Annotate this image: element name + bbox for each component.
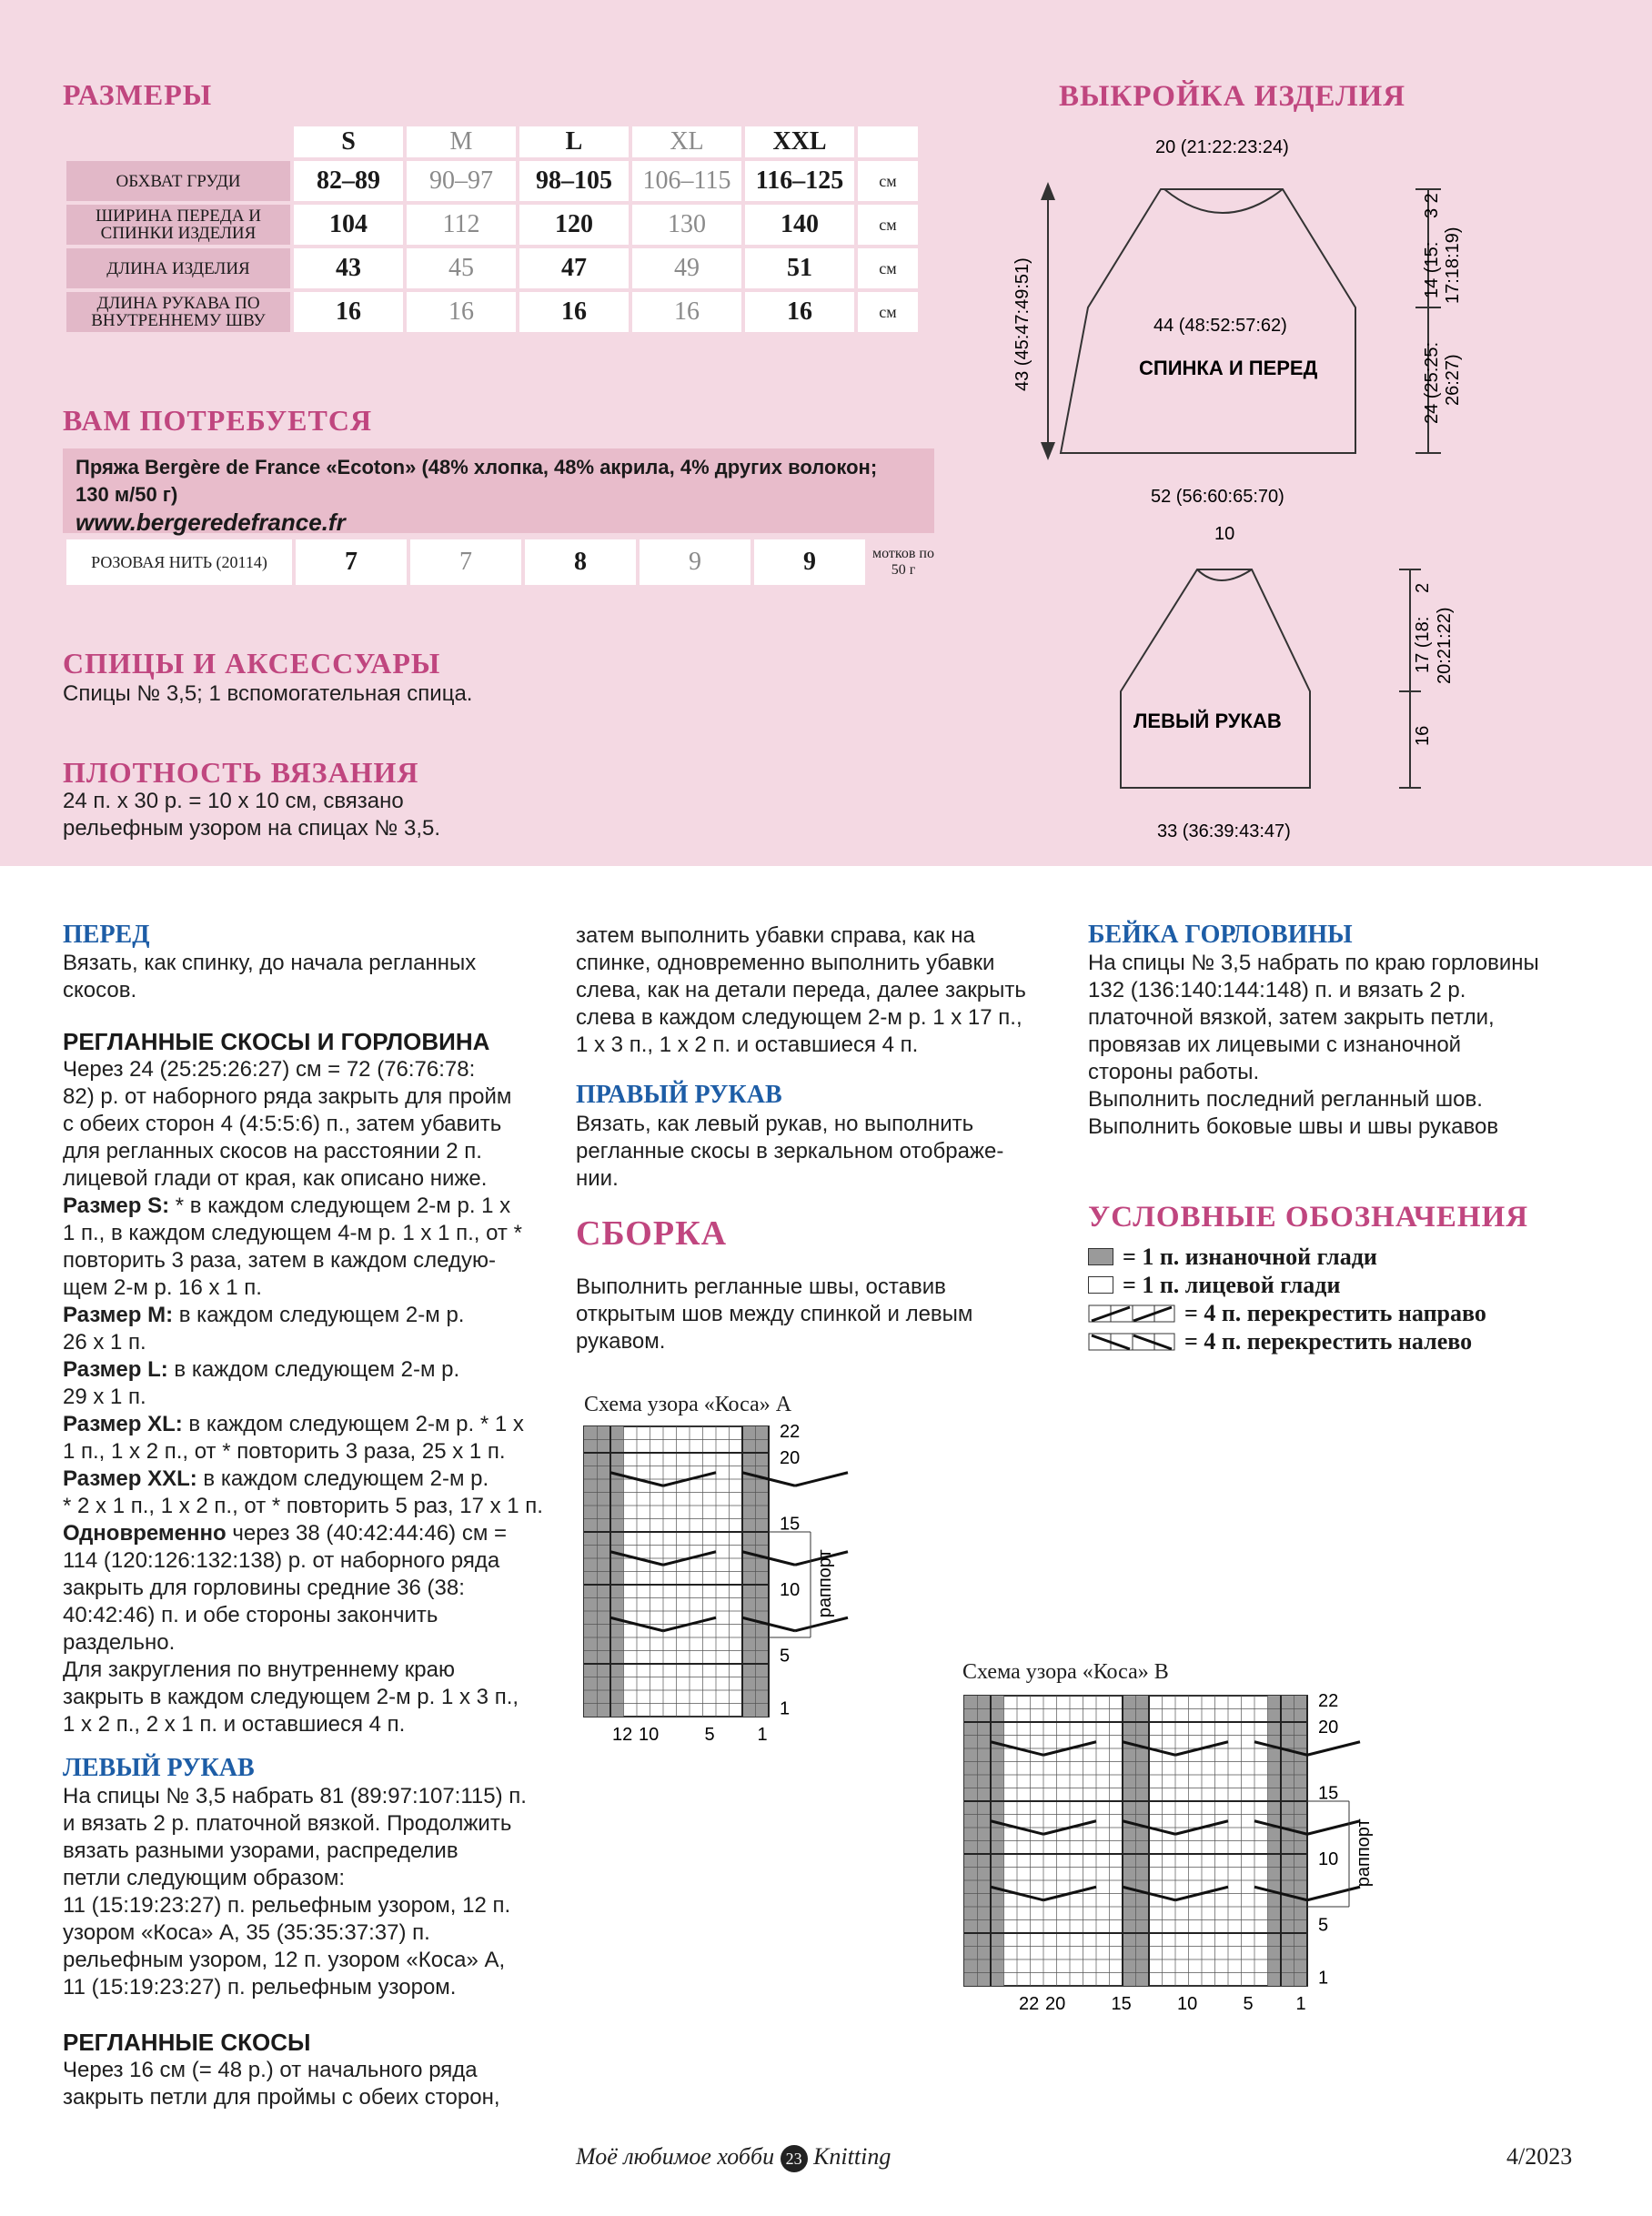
row-label: 20 (780, 1448, 801, 1468)
chart-b-title: Схема узора «Коса» В (962, 1660, 1169, 1684)
assembly-title: СБОРКА (576, 1214, 728, 1253)
cable-cross-mark (1307, 1887, 1360, 1900)
size-l: L (519, 126, 629, 157)
sleeve-lower-label: 16 (1413, 725, 1433, 746)
text-line: провязав их лицевыми с изнаночной (1088, 1032, 1462, 1057)
size-xxl: XXL (745, 126, 854, 157)
text-line: Выполнить регланные швы, оставив (576, 1274, 946, 1299)
sleeve-neckline (1197, 569, 1252, 580)
text-line: спинке, одновременно выполнить убавки (576, 951, 995, 975)
text-line: платочной вязкой, затем закрыть петли, (1088, 1005, 1495, 1030)
table-cell: 43 (294, 248, 403, 288)
continuation-text (576, 922, 1026, 1059)
neckband-title: БЕЙКА ГОРЛОВИНЫ (1088, 921, 1353, 949)
column-label: 1 (1295, 1994, 1306, 2014)
legend-text: = 4 п. перекрестить налево (1184, 1328, 1473, 1355)
right-sleeve-title: ПРАВЫЙ РУКАВ (576, 1081, 782, 1109)
row-label: 10 (780, 1580, 801, 1600)
raglan-neck-title: РЕГЛАННЫЕ СКОСЫ И ГОРЛОВИНА (63, 1028, 490, 1055)
repeat-label: раппорт (815, 1549, 835, 1618)
column-label: 22 (1019, 1994, 1040, 2014)
table-cell: 7 (410, 539, 521, 585)
text-line: раздельно. (63, 1630, 176, 1655)
sizes-title: РАЗМЕРЫ (63, 78, 213, 111)
text-line: 1 х 3 п., 1 х 2 п. и оставшиеся 4 п. (576, 1032, 919, 1057)
cable-cross-mark (795, 1617, 848, 1631)
text-line: 40:42:46) п. и обе стороны закончить (63, 1603, 438, 1627)
text-line: 82) р. от наборного ряда закрыть для пройм (63, 1084, 512, 1109)
legend (1088, 1243, 1486, 1355)
front-text (63, 950, 476, 1004)
table-cell: 47 (519, 248, 629, 288)
table-cell: 7 (296, 539, 407, 585)
text-line: и вязать 2 р. платочной вязкой. Продолжить (63, 1811, 512, 1836)
table-cell: 9 (754, 539, 865, 585)
yarn-line-1: Пряжа Bergère de France «Ecoton» (48% хлопка, 48% акрила, 4% других волокон; (76, 456, 878, 478)
lower-height-label-b: 26:27) (1443, 354, 1463, 406)
row-label: ШИРИНА ПЕРЕДА И СПИНКИ ИЗДЕЛИЯ (66, 205, 290, 245)
text-line: 1 п., в каждом следующем 4-м р. 1 х 1 п., от * (63, 1221, 522, 1245)
legend-item (1088, 1271, 1486, 1299)
magazine-name: Моё любимое хобби (576, 2143, 775, 2170)
table-cell: 140 (745, 205, 854, 245)
column-label: 5 (704, 1725, 715, 1745)
purl-swatch-icon (1088, 1248, 1113, 1265)
column-label: 20 (1045, 1994, 1066, 2014)
text-line: открытым шов между спинкой и левым (576, 1302, 973, 1326)
text-line: Размер XXL: в каждом следующем 2-м р. (63, 1466, 489, 1491)
row-label: 1 (1318, 1968, 1329, 1989)
table-cell: 16 (519, 292, 629, 332)
table-cell: 9 (640, 539, 750, 585)
legend-title: УСЛОВНЫЕ ОБОЗНАЧЕНИЯ (1088, 1201, 1529, 1234)
row-label: 1 (780, 1698, 791, 1719)
text-line: Размер XL: в каждом следующем 2-м р. * 1 х (63, 1412, 524, 1436)
text-line: с обеих сторон 4 (4:5:5:6) п., затем убавить (63, 1112, 502, 1136)
text-line: вязать разными узорами, распределив (63, 1838, 458, 1863)
column-label: 5 (1243, 1994, 1254, 2014)
raglan-title: РЕГЛАННЫЕ СКОСЫ (63, 2029, 311, 2056)
text-line: 11 (15:19:23:27) п. рельефным узором. (63, 1975, 457, 1999)
legend-item (1088, 1299, 1486, 1327)
size-s: S (294, 126, 403, 157)
text-line: 1 х 2 п., 2 х 1 п. и оставшиеся 4 п. (63, 1712, 406, 1737)
text-line: скосов. (63, 978, 137, 1002)
left-sleeve-text (63, 1783, 527, 2001)
sleeve-top-label: 10 (1214, 524, 1235, 544)
row-label: 20 (1318, 1717, 1339, 1738)
bottom-width-label: 52 (56:60:65:70) (1151, 487, 1284, 507)
row-label: ДЛИНА РУКАВА ПО ВНУТРЕННЕМУ ШВУ (66, 292, 290, 332)
table-cell: 90–97 (407, 161, 516, 201)
text-line: Одновременно через 38 (40:42:44:46) см = (63, 1521, 508, 1546)
text-line: узором «Коса» А, 35 (35:35:37:37) п. (63, 1920, 430, 1945)
yarn-box (63, 448, 934, 536)
text-line: Размер S: * в каждом следующем 2-м р. 1 х (63, 1194, 511, 1218)
footer-magazine (576, 2143, 891, 2172)
text-line: затем выполнить убавки справа, как на (576, 923, 975, 948)
column-label: 10 (639, 1725, 660, 1745)
sizes-header-row (66, 126, 918, 157)
text-line: лицевой глади от края, как описано ниже. (63, 1166, 488, 1191)
text-line: стороны работы. (1088, 1060, 1260, 1084)
left-sleeve-title: ЛЕВЫЙ РУКАВ (63, 1754, 255, 1782)
yarn-row (66, 539, 938, 585)
lower-height-label-a: 24 (25:25: (1422, 341, 1442, 424)
text-line: щем 2-м р. 16 х 1 п. (63, 1275, 262, 1300)
text-line: повторить 3 раза, затем в каждом следую- (63, 1248, 496, 1273)
text-line: регланные скосы в зеркальном отображе- (576, 1139, 1004, 1163)
legend-text: = 1 п. изнаночной глади (1123, 1244, 1377, 1270)
table-cell: 8 (525, 539, 636, 585)
table-cell: 120 (519, 205, 629, 245)
footer-issue: 4/2023 (1506, 2143, 1573, 2170)
text-line: 26 х 1 п. (63, 1330, 146, 1355)
text-line: слева, как на детали переда, далее закрыть (576, 978, 1026, 1002)
page-number-badge: 23 (781, 2145, 808, 2172)
raglan-neck-text (63, 1056, 554, 1738)
yarn-amount-table (63, 539, 942, 585)
unit-cell: см (858, 292, 918, 332)
text-line: 132 (136:140:144:148) п. и вязать 2 р. (1088, 978, 1466, 1002)
row-label: 22 (1318, 1694, 1339, 1711)
repeat-label: раппорт (1354, 1818, 1374, 1888)
sleeve-neck-label: 2 (1413, 582, 1433, 593)
table-cell: 82–89 (294, 161, 403, 201)
legend-text: = 1 п. лицевой глади (1123, 1272, 1341, 1298)
table-cell: 16 (632, 292, 741, 332)
sleeve-label: ЛЕВЫЙ РУКАВ (1133, 710, 1282, 732)
text-line: Вязать, как левый рукав, но выполнить (576, 1112, 974, 1136)
body-label: СПИНКА И ПЕРЕД (1139, 357, 1318, 379)
sleeve-raglan-label-b: 20:21:22) (1435, 607, 1455, 684)
text-line: нии. (576, 1166, 619, 1191)
text-line: Выполнить последний регланный шов. (1088, 1087, 1483, 1112)
text-line: Выполнить боковые швы и швы рукавов (1088, 1114, 1499, 1139)
sleeve-raglan-label-a: 17 (18: (1413, 616, 1433, 673)
table-cell: 16 (294, 292, 403, 332)
top-width-label: 20 (21:22:23:24) (1155, 137, 1289, 157)
table-cell: 16 (745, 292, 854, 332)
text-line: 24 п. x 30 р. = 10 x 10 см, связано (63, 789, 404, 813)
right-sleeve-text (576, 1111, 1003, 1193)
text-line: рельефным узором, 12 п. узором «Коса» А, (63, 1948, 506, 1972)
front-title: ПЕРЕД (63, 921, 150, 949)
unit-cell: см (858, 248, 918, 288)
text-line: Для закругления по внутреннему краю (63, 1657, 455, 1682)
unit-cell: см (858, 205, 918, 245)
text-line: 1 п., 1 х 2 п., от * повторить 3 раза, 25 х 1 п. (63, 1439, 506, 1464)
yarn-unit: мотков по 50 г (872, 546, 934, 578)
row-label: 15 (1318, 1783, 1339, 1804)
table-cell: 104 (294, 205, 403, 245)
text-line: 11 (15:19:23:27) п. рельефным узором, 12 п. (63, 1893, 511, 1918)
sleeve-bottom-label: 33 (36:39:43:47) (1157, 821, 1291, 841)
unit-cell: см (858, 161, 918, 201)
cross-right-icon (1088, 1304, 1175, 1323)
sizes-row (66, 161, 918, 201)
yarn-line-2: 130 м/50 г) (76, 483, 178, 506)
table-cell: 106–115 (632, 161, 741, 201)
row-label: 10 (1318, 1849, 1339, 1869)
row-label: ДЛИНА ИЗДЕЛИЯ (66, 248, 290, 288)
row-label: 5 (1318, 1915, 1329, 1936)
raglan-height-label-a: 14 (15: (1422, 241, 1442, 298)
column-label: 12 (612, 1725, 633, 1745)
table-cell: 51 (745, 248, 854, 288)
text-line: На спицы № 3,5 набрать 81 (89:97:107:115) п. (63, 1784, 527, 1808)
needles-text: Спицы № 3,5; 1 вспомогательная спица. (63, 681, 473, 706)
raglan-height-label-b: 17:18:19) (1443, 227, 1463, 304)
column-label: 10 (1177, 1994, 1198, 2014)
text-line: Вязать, как спинку, до начала регланных (63, 951, 477, 975)
knit-swatch-icon (1088, 1276, 1113, 1294)
neckband-text (1088, 950, 1539, 1141)
row-label: ОБХВАТ ГРУДИ (66, 161, 290, 201)
text-line: закрыть для горловины средние 36 (38: (63, 1576, 465, 1600)
chart-a-title: Схема узора «Коса» А (584, 1393, 792, 1416)
row-label: 5 (780, 1646, 791, 1667)
text-line: Через 16 см (= 48 р.) от начального ряда (63, 2058, 478, 2082)
text-line: На спицы № 3,5 набрать по краю горловины (1088, 951, 1539, 975)
gauge-title: ПЛОТНОСТЬ ВЯЗАНИЯ (63, 756, 419, 789)
gauge-text (63, 788, 440, 842)
chart-a (582, 1425, 1019, 1852)
sizes-row (66, 248, 918, 288)
chart-b (962, 1694, 1590, 2121)
text-line: 29 х 1 п. (63, 1385, 146, 1409)
neck-drop-label: 3 2 (1422, 193, 1442, 218)
schematic-diagram (1010, 118, 1519, 846)
text-line: для регланных скосов на расстоянии 2 п. (63, 1139, 482, 1163)
pattern-title: ВЫКРОЙКА ИЗДЕЛИЯ (1059, 80, 1406, 113)
table-cell: 45 (407, 248, 516, 288)
table-cell: 112 (407, 205, 516, 245)
cross-left-icon (1088, 1333, 1175, 1351)
mid-width-label: 44 (48:52:57:62) (1153, 316, 1287, 336)
sizes-row (66, 292, 918, 332)
yarn-site-link[interactable]: www.bergeredefrance.fr (76, 509, 346, 536)
text-line: слева в каждом следующем 2-м р. 1 х 17 п., (576, 1005, 1022, 1030)
cable-cross-mark (1307, 1742, 1360, 1756)
body-neckline (1164, 189, 1283, 213)
cable-cross-mark (795, 1473, 848, 1486)
legend-text: = 4 п. перекрестить направо (1184, 1300, 1486, 1326)
text-line: рукавом. (576, 1329, 666, 1354)
table-cell: 116–125 (745, 161, 854, 201)
sizes-row (66, 205, 918, 245)
needed-title: ВАМ ПОТРЕБУЕТСЯ (63, 404, 373, 437)
text-line: * 2 х 1 п., 1 х 2 п., от * повторить 5 раз, 17 х 1 п. (63, 1494, 543, 1518)
size-m: M (407, 126, 516, 157)
text-line: Размер M: в каждом следующем 2-м р. (63, 1303, 465, 1327)
size-xl: XL (632, 126, 741, 157)
assembly-text (576, 1274, 972, 1355)
column-label: 15 (1111, 1994, 1132, 2014)
table-cell: 16 (407, 292, 516, 332)
yarn-color-label: РОЗОВАЯ НИТЬ (20114) (66, 539, 292, 585)
row-label: 22 (780, 1425, 801, 1442)
sizes-table (63, 123, 922, 336)
section-name: Knitting (813, 2143, 891, 2170)
legend-item (1088, 1243, 1486, 1271)
table-cell: 49 (632, 248, 741, 288)
text-line: 114 (120:126:132:138) р. от наборного ряда (63, 1548, 500, 1573)
text-line: Через 24 (25:25:26:27) см = 72 (76:76:78: (63, 1057, 476, 1082)
text-line: Размер L: в каждом следующем 2-м р. (63, 1357, 460, 1382)
text-line: закрыть петли для проймы с обеих сторон, (63, 2085, 500, 2110)
raglan-text (63, 2057, 500, 2111)
column-label: 1 (757, 1725, 768, 1745)
table-cell: 98–105 (519, 161, 629, 201)
sleeve-outline (1121, 569, 1310, 788)
total-height-label: 43 (45:47:49:51) (1012, 257, 1032, 391)
text-line: петли следующим образом: (63, 1866, 346, 1890)
table-cell: 130 (632, 205, 741, 245)
row-label: 15 (780, 1514, 801, 1535)
text-line: закрыть в каждом следующем 2-м р. 1 х 3 п., (63, 1685, 519, 1709)
cable-cross-mark (1307, 1821, 1360, 1835)
text-line: рельефным узором на спицах № 3,5. (63, 816, 440, 841)
needles-title: СПИЦЫ И АКСЕССУАРЫ (63, 647, 441, 680)
legend-item (1088, 1327, 1486, 1355)
